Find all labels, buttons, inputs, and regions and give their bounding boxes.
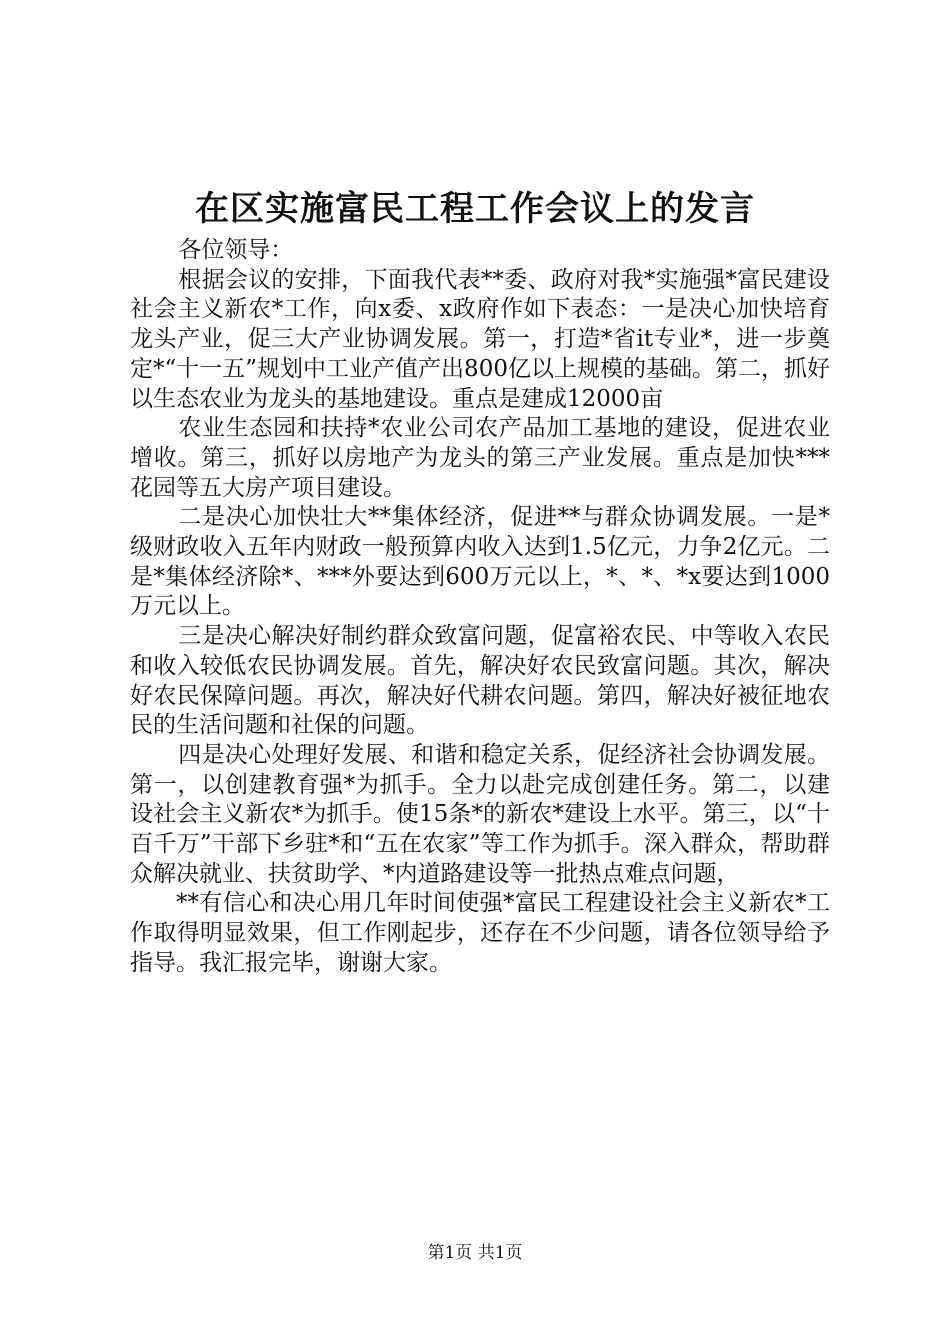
- document-title: 在区实施富民工程工作会议上的发言: [195, 189, 755, 229]
- closing-paragraph: **有信心和决心用几年时间使强*富民工程建设社会主义新农*工作取得明显效果，但工作刚起步，还存在不少问题，请各位领导给予指导。我汇报完毕，谢谢大家。: [130, 890, 830, 976]
- page-number-footer: 第1页 共1页: [427, 1243, 523, 1263]
- salutation: 各位领导：: [178, 237, 294, 263]
- paragraph: 四是决心处理好发展、和谐和稳定关系，促经济社会协调发展。第一，以创建教育强*为抓手。全力以赴完成创建任务。第二，以建设社会主义新农*为抓手。使15条*的新农*建设上水平。第三，以“十百千万”干部下乡驻*和“五在农家”等工作为抓手。深入群众，帮助群众解决就业、扶贫助学、*内道路建设等一批热点难点问题，: [130, 741, 830, 887]
- document-body: [130, 236, 830, 979]
- paragraph: 三是决心解决好制约群众致富问题，促富裕农民、中等收入农民和收入较低农民协调发展。首先，解决好农民致富问题。其次，解决好农民保障问题。再次，解决好代耕农问题。第四，解决好被征地农民的生活问题和社保的问题。: [130, 623, 830, 739]
- paragraph: 根据会议的安排，下面我代表**委、政府对我*实施强*富民建设社会主义新农*工作，向x委、x政府作如下表态：一是决心加快培育龙头产业，促三大产业协调发展。第一，打造*省it专业*，进一步奠定*“十一五”规划中工业产值产出800亿以上规模的基础。第二，抓好以生态农业为龙头的基地建设。重点是建成12000亩: [130, 266, 830, 412]
- paragraph: 二是决心加快壮大**集体经济，促进**与群众协调发展。一是*级财政收入五年内财政一般预算内收入达到1.5亿元，力争2亿元。二是*集体经济除*、***外要达到600万元以上，*、*、*x要达到1000万元以上。: [130, 504, 830, 620]
- paragraph: 农业生态园和扶持*农业公司农产品加工基地的建设，促进农业增收。第三，抓好以房地产为龙头的第三产业发展。重点是加快***花园等五大房产项目建设。: [130, 415, 830, 501]
